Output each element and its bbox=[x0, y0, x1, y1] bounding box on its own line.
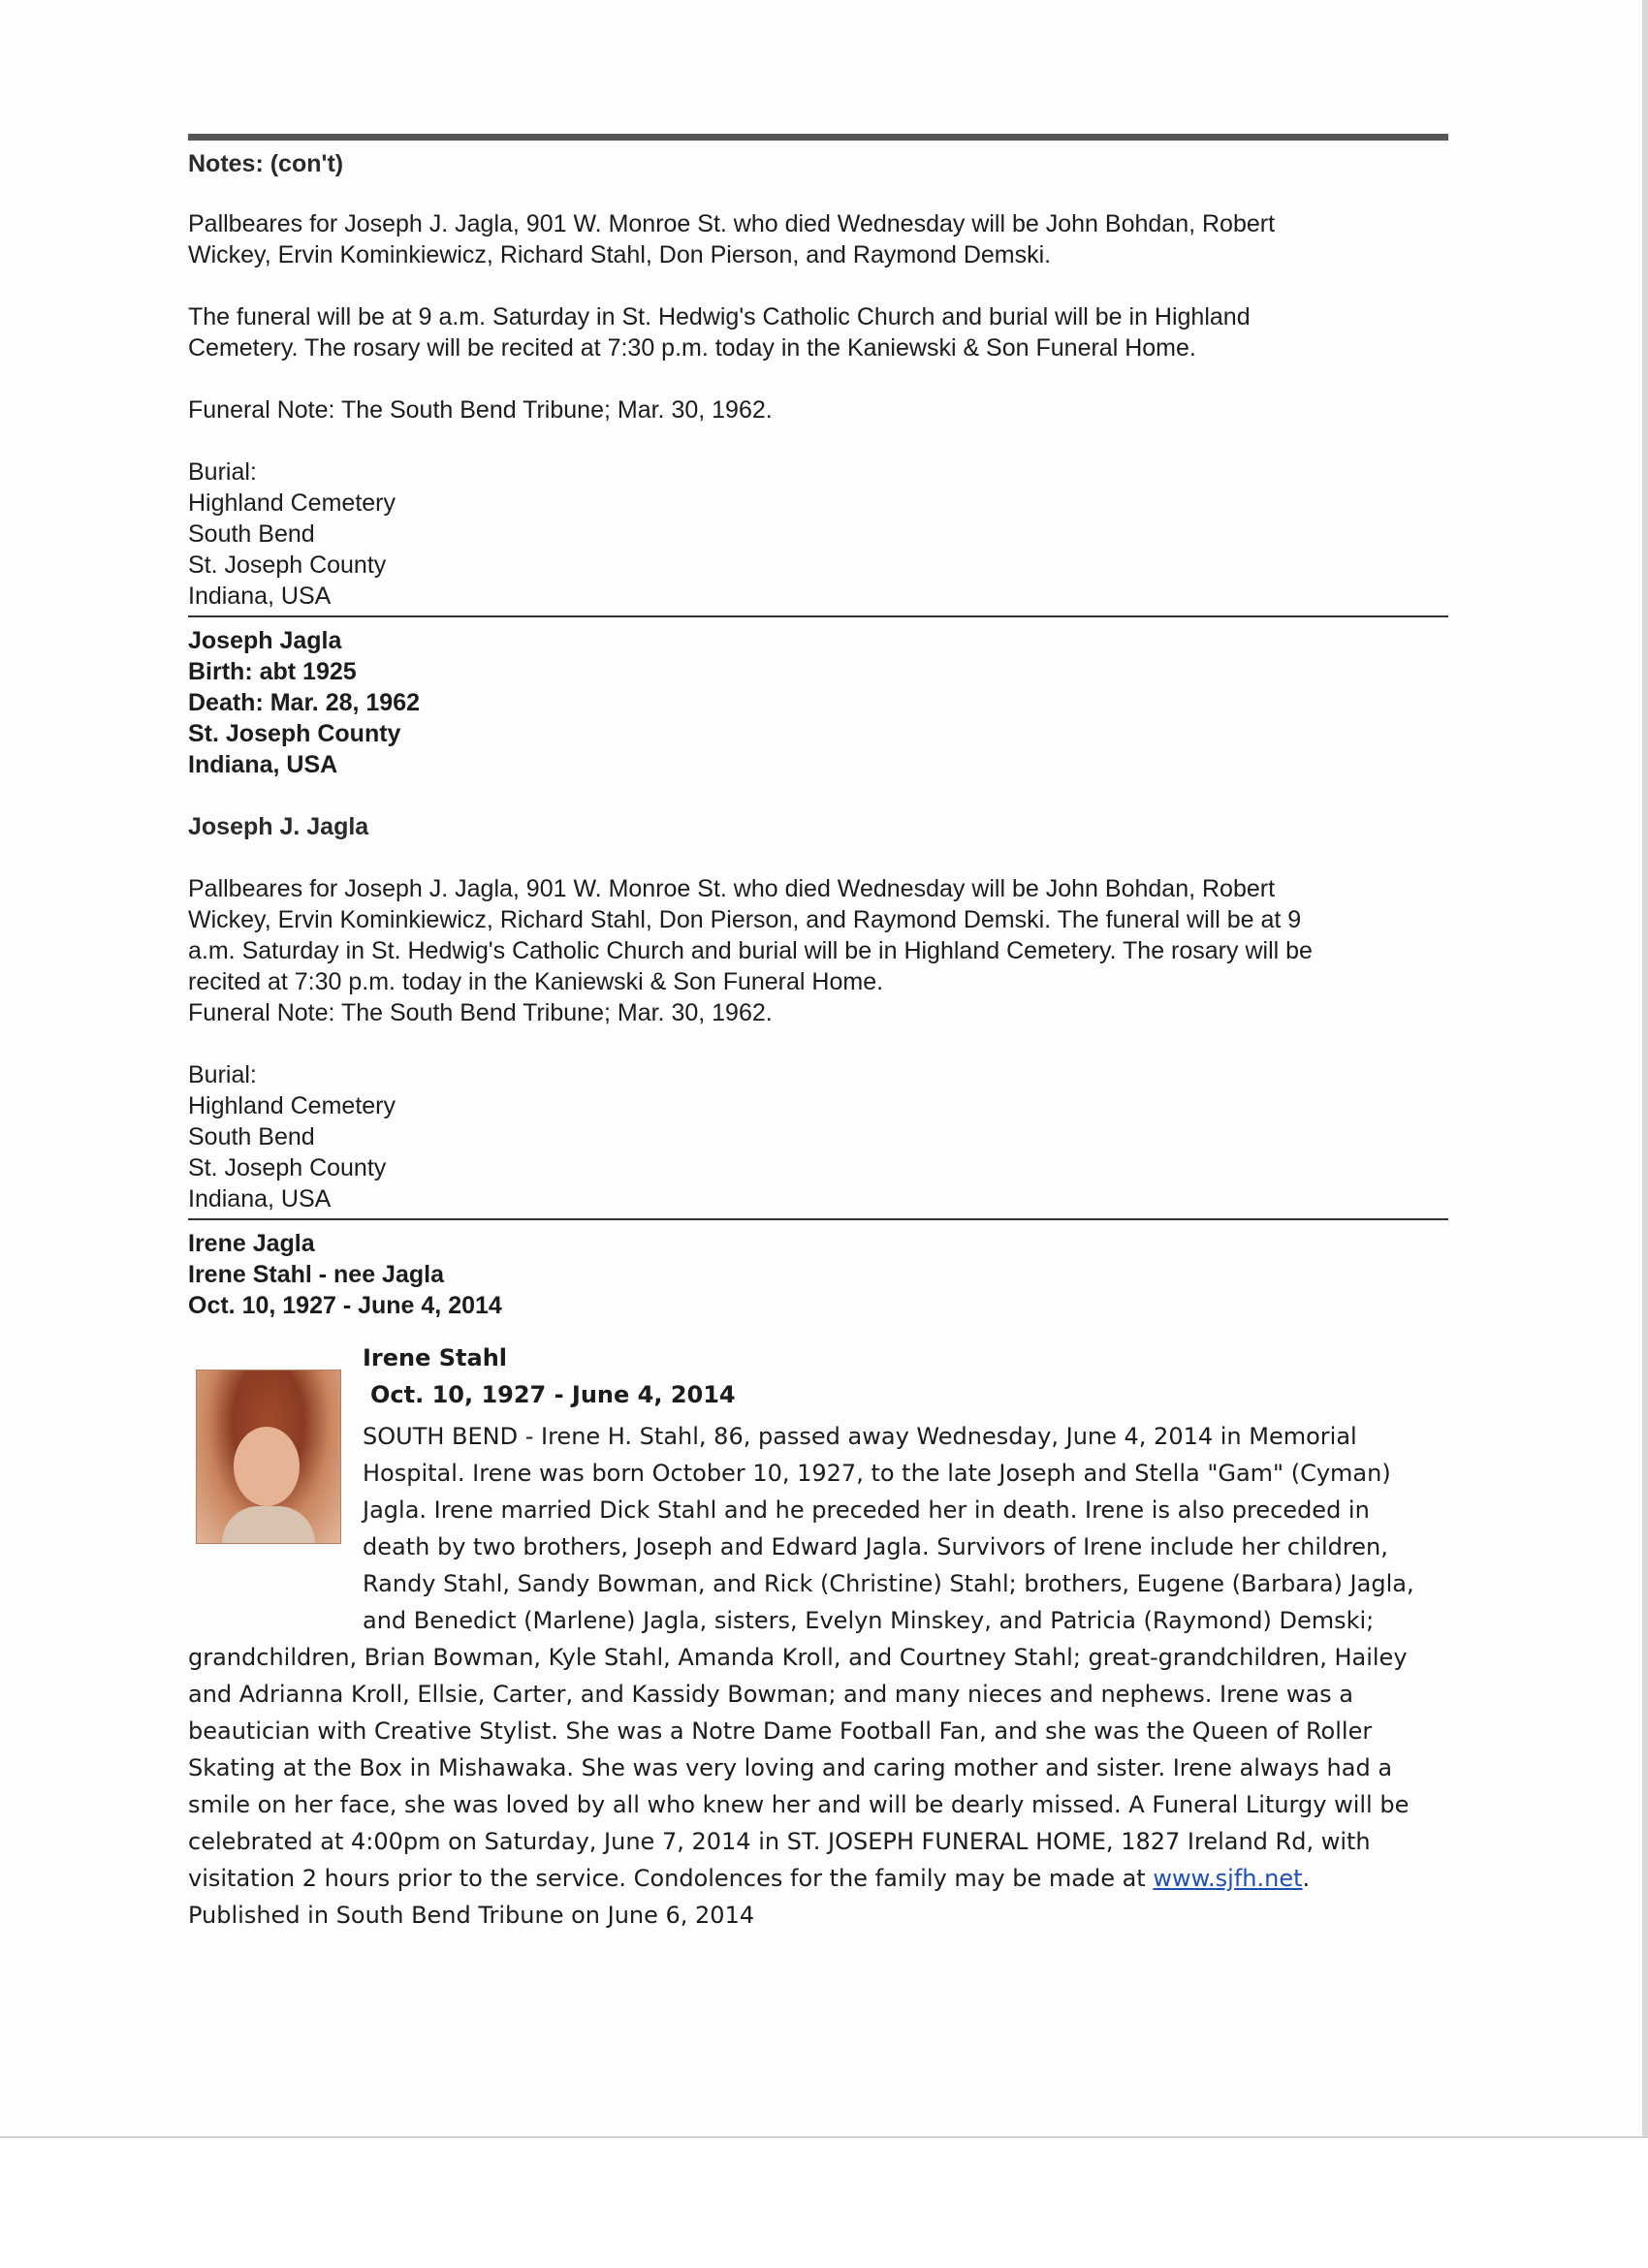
obituary-line bbox=[188, 1860, 1448, 1897]
dates-line: Oct. 10, 1927 - June 4, 2014 bbox=[188, 1292, 502, 1319]
scan-bottom-margin bbox=[0, 2136, 1648, 2268]
burial-line: Highland Cemetery bbox=[188, 1092, 396, 1119]
obituary-clipping bbox=[188, 1344, 1448, 1934]
burial-line: South Bend bbox=[188, 1123, 315, 1150]
obituary-line: grandchildren, Brian Bowman, Kyle Stahl, Amanda Kroll, and Courtney Stahl; great-grandchildren, Hailey bbox=[188, 1644, 1408, 1671]
notes-heading: Notes: (con't) bbox=[188, 150, 344, 177]
portrait-collar bbox=[222, 1506, 315, 1543]
portrait-photo bbox=[196, 1370, 341, 1544]
paragraph-line: Pallbeares for Joseph J. Jagla, 901 W. Monroe St. who died Wednesday will be John Bohdan, Robert bbox=[188, 210, 1276, 237]
obituary-line: smile on her face, she was loved by all who knew her and will be dearly missed. A Funeral Liturgy will be bbox=[188, 1791, 1410, 1818]
joseph-header bbox=[188, 625, 1448, 780]
funeral-home-link[interactable]: www.sjfh.net bbox=[1153, 1865, 1303, 1892]
joseph-subname: Joseph J. Jagla bbox=[188, 813, 369, 840]
paragraph-line: Cemetery. The rosary will be recited at 7:30 p.m. today in the Kaniewski & Son Funeral Home. bbox=[188, 334, 1196, 362]
paragraph-line: recited at 7:30 p.m. today in the Kaniewski & Son Funeral Home. bbox=[188, 968, 884, 995]
obituary-line: SOUTH BEND - Irene H. Stahl, 86, passed away Wednesday, June 4, 2014 in Memorial bbox=[363, 1423, 1357, 1450]
alias-line: Irene Stahl - nee Jagla bbox=[188, 1261, 444, 1288]
irene-header bbox=[188, 1228, 1448, 1321]
burial-line: Indiana, USA bbox=[188, 1185, 332, 1213]
burial-block bbox=[188, 457, 1448, 612]
published-line: Published in South Bend Tribune on June 6, 2014 bbox=[188, 1902, 755, 1929]
obituary-name: Irene Stahl bbox=[363, 1344, 508, 1371]
person-name: Joseph Jagla bbox=[188, 627, 342, 654]
county-line: St. Joseph County bbox=[188, 720, 401, 747]
portrait-face bbox=[234, 1427, 300, 1506]
page-edge bbox=[1642, 0, 1648, 2266]
burial-line: St. Joseph County bbox=[188, 551, 387, 579]
paragraph-line: The funeral will be at 9 a.m. Saturday in St. Hedwig's Catholic Church and burial will be in Highland bbox=[188, 303, 1251, 331]
top-divider bbox=[188, 134, 1448, 141]
section-divider bbox=[188, 1218, 1448, 1220]
obituary-line: death by two brothers, Joseph and Edward Jagla. Survivors of Irene include her children, bbox=[363, 1533, 1388, 1560]
obituary-line: and Adrianna Kroll, Ellsie, Carter, and Kassidy Bowman; and many nieces and nephews. Irene was a bbox=[188, 1681, 1354, 1708]
state-line: Indiana, USA bbox=[188, 751, 338, 778]
section-divider bbox=[188, 615, 1448, 617]
obituary-link-prefix: visitation 2 hours prior to the service. Condolences for the family may be made at bbox=[188, 1865, 1154, 1892]
death-line: Death: Mar. 28, 1962 bbox=[188, 689, 421, 716]
burial-line: St. Joseph County bbox=[188, 1154, 387, 1181]
obituary-line: Skating at the Box in Mishawaka. She was very loving and caring mother and sister. Irene always had a bbox=[188, 1754, 1393, 1781]
burial-line: Highland Cemetery bbox=[188, 489, 396, 517]
person-name: Irene Jagla bbox=[188, 1230, 315, 1257]
paragraph-line: Wickey, Ervin Kominkiewicz, Richard Stahl, Don Pierson, and Raymond Demski. The funeral will be at 9 bbox=[188, 906, 1302, 933]
burial-line: South Bend bbox=[188, 520, 315, 548]
obituary-line: Hospital. Irene was born October 10, 1927, to the late Joseph and Stella "Gam" (Cyman) bbox=[363, 1460, 1391, 1487]
document-body bbox=[188, 134, 1448, 1934]
funeral-note: Funeral Note: The South Bend Tribune; Mar. 30, 1962. bbox=[188, 396, 773, 424]
burial-line: Burial: bbox=[188, 1061, 257, 1088]
obituary-line: Jagla. Irene married Dick Stahl and he preceded her in death. Irene is also preceded in bbox=[363, 1496, 1370, 1524]
paragraph-line: Wickey, Ervin Kominkiewicz, Richard Stahl, Don Pierson, and Raymond Demski. bbox=[188, 241, 1052, 268]
obituary-line: Randy Stahl, Sandy Bowman, and Rick (Christine) Stahl; brothers, Eugene (Barbara) Jagla, bbox=[363, 1570, 1414, 1597]
birth-line: Birth: abt 1925 bbox=[188, 658, 357, 685]
burial-line: Indiana, USA bbox=[188, 583, 332, 610]
burial-block bbox=[188, 1059, 1448, 1214]
burial-line: Burial: bbox=[188, 458, 257, 486]
obituary-dates: Oct. 10, 1927 - June 4, 2014 bbox=[370, 1381, 736, 1408]
paragraph-line: a.m. Saturday in St. Hedwig's Catholic Church and burial will be in Highland Cemetery. The rosary will be bbox=[188, 937, 1313, 964]
obituary-line: beautician with Creative Stylist. She was a Notre Dame Football Fan, and she was the Queen of Roller bbox=[188, 1717, 1373, 1745]
funeral-note: Funeral Note: The South Bend Tribune; Mar. 30, 1962. bbox=[188, 999, 773, 1026]
paragraph-line: Pallbeares for Joseph J. Jagla, 901 W. Monroe St. who died Wednesday will be John Bohdan, Robert bbox=[188, 875, 1276, 902]
obituary-line: and Benedict (Marlene) Jagla, sisters, Evelyn Minskey, and Patricia (Raymond) Demski; bbox=[363, 1607, 1375, 1634]
obituary-link-suffix: . bbox=[1302, 1865, 1311, 1892]
obituary-line: celebrated at 4:00pm on Saturday, June 7, 2014 in ST. JOSEPH FUNERAL HOME, 1827 Ireland Rd, with bbox=[188, 1828, 1371, 1855]
obituary-text bbox=[188, 1344, 1448, 1934]
